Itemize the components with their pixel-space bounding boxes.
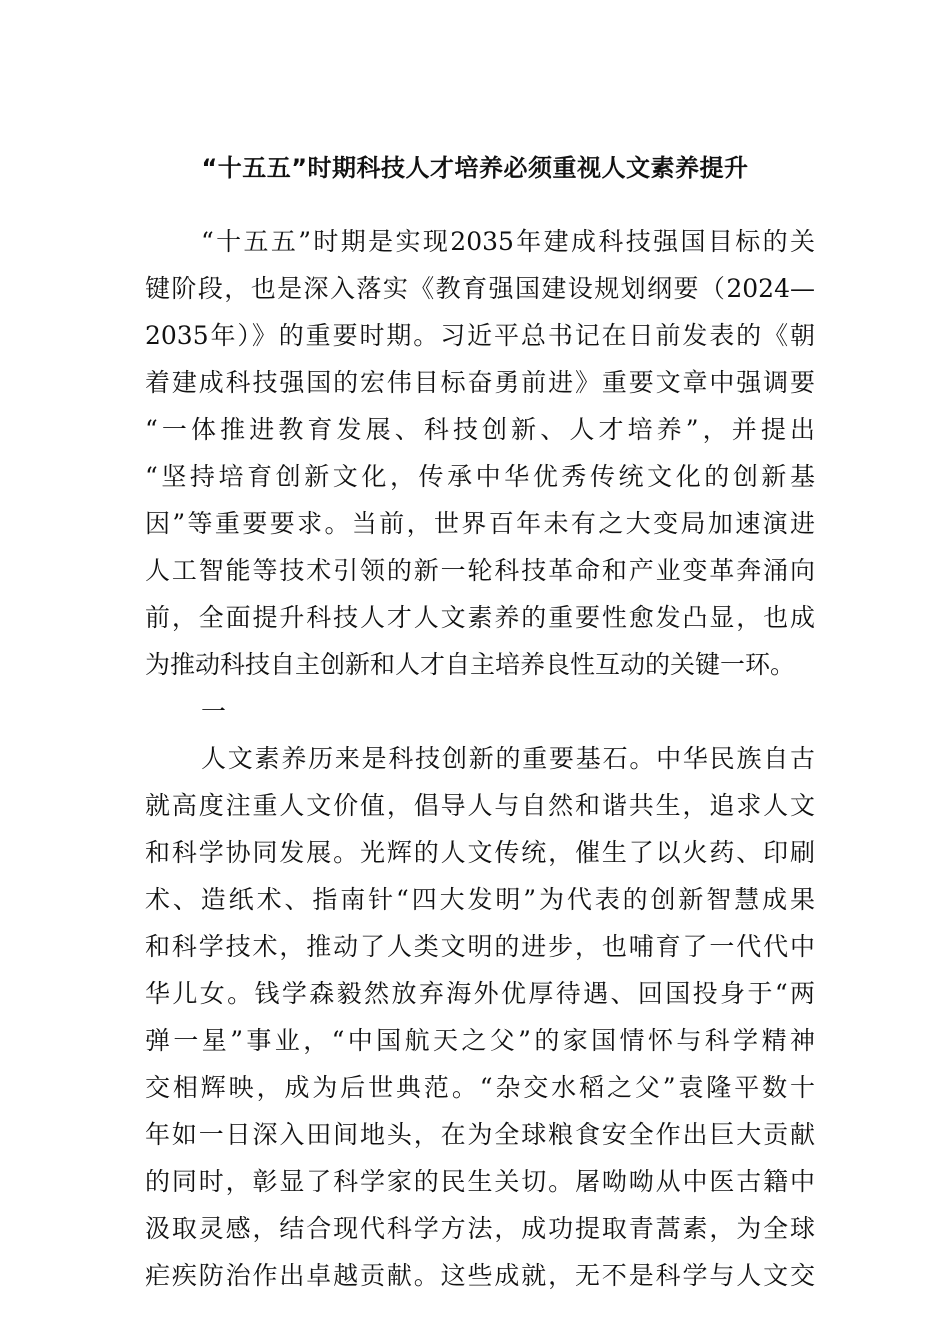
paragraph-2 — [145, 735, 815, 1299]
paragraph-line: 人文素养历来是科技创新的重要基石。中华民族自古 — [201, 744, 815, 773]
paragraph-line: “一体推进教育发展、科技创新、人才培养”，并提出 — [145, 415, 815, 444]
paragraph-line: “十五五”时期是实现2035年建成科技强国目标的关 — [201, 227, 815, 256]
paragraph-line: 弹一星”事业，“中国航天之父”的家国情怀与科学精神 — [145, 1026, 815, 1055]
paragraph-1 — [145, 218, 815, 688]
document-body — [145, 218, 815, 1299]
paragraph-line: “坚持培育创新文化，传承中华优秀传统文化的创新基 — [145, 462, 815, 491]
paragraph-line: 因”等重要要求。当前，世界百年未有之大变局加速演进 — [145, 509, 815, 538]
paragraph-line: 年如一日深入田间地头，在为全球粮食安全作出巨大贡献 — [145, 1120, 815, 1149]
paragraph-line: 键阶段，也是深入落实《教育强国建设规划纲要（2024— — [145, 274, 815, 303]
paragraph-line: 和科学技术，推动了人类文明的进步，也哺育了一代代中 — [145, 932, 815, 961]
paragraph-line: 术、造纸术、指南针“四大发明”为代表的创新智慧成果 — [145, 885, 815, 914]
paragraph-line: 疟疾防治作出卓越贡献。这些成就，无不是科学与人文交 — [145, 1261, 815, 1290]
paragraph-line: 就高度注重人文价值，倡导人与自然和谐共生，追求人文 — [145, 791, 815, 820]
paragraph-line: 为推动科技自主创新和人才自主培养良性互动的关键一环。 — [145, 650, 796, 679]
paragraph-line: 交相辉映，成为后世典范。“杂交水稻之父”袁隆平数十 — [145, 1073, 815, 1102]
paragraph-line: 着建成科技强国的宏伟目标奋勇前进》重要文章中强调要 — [145, 368, 815, 397]
paragraph-line: 汲取灵感，结合现代科学方法，成功提取青蒿素，为全球 — [145, 1214, 815, 1243]
document-title: “十五五”时期科技人才培养必须重视人文素养提升 — [201, 154, 749, 182]
paragraph-line: 的同时，彰显了科学家的民生关切。屠呦呦从中医古籍中 — [145, 1167, 815, 1196]
paragraph-line: 华儿女。钱学森毅然放弃海外优厚待遇、回国投身于“两 — [145, 979, 815, 1008]
paragraph-line: 前，全面提升科技人才人文素养的重要性愈发凸显，也成 — [145, 603, 815, 632]
paragraph-line: 和科学协同发展。光辉的人文传统，催生了以火药、印刷 — [145, 838, 815, 867]
paragraph-line: 2035年）》的重要时期。习近平总书记在日前发表的《朝 — [145, 321, 815, 350]
paragraph-line: 人工智能等技术引领的新一轮科技革命和产业变革奔涌向 — [145, 556, 815, 585]
section-number: 一 — [201, 697, 227, 726]
